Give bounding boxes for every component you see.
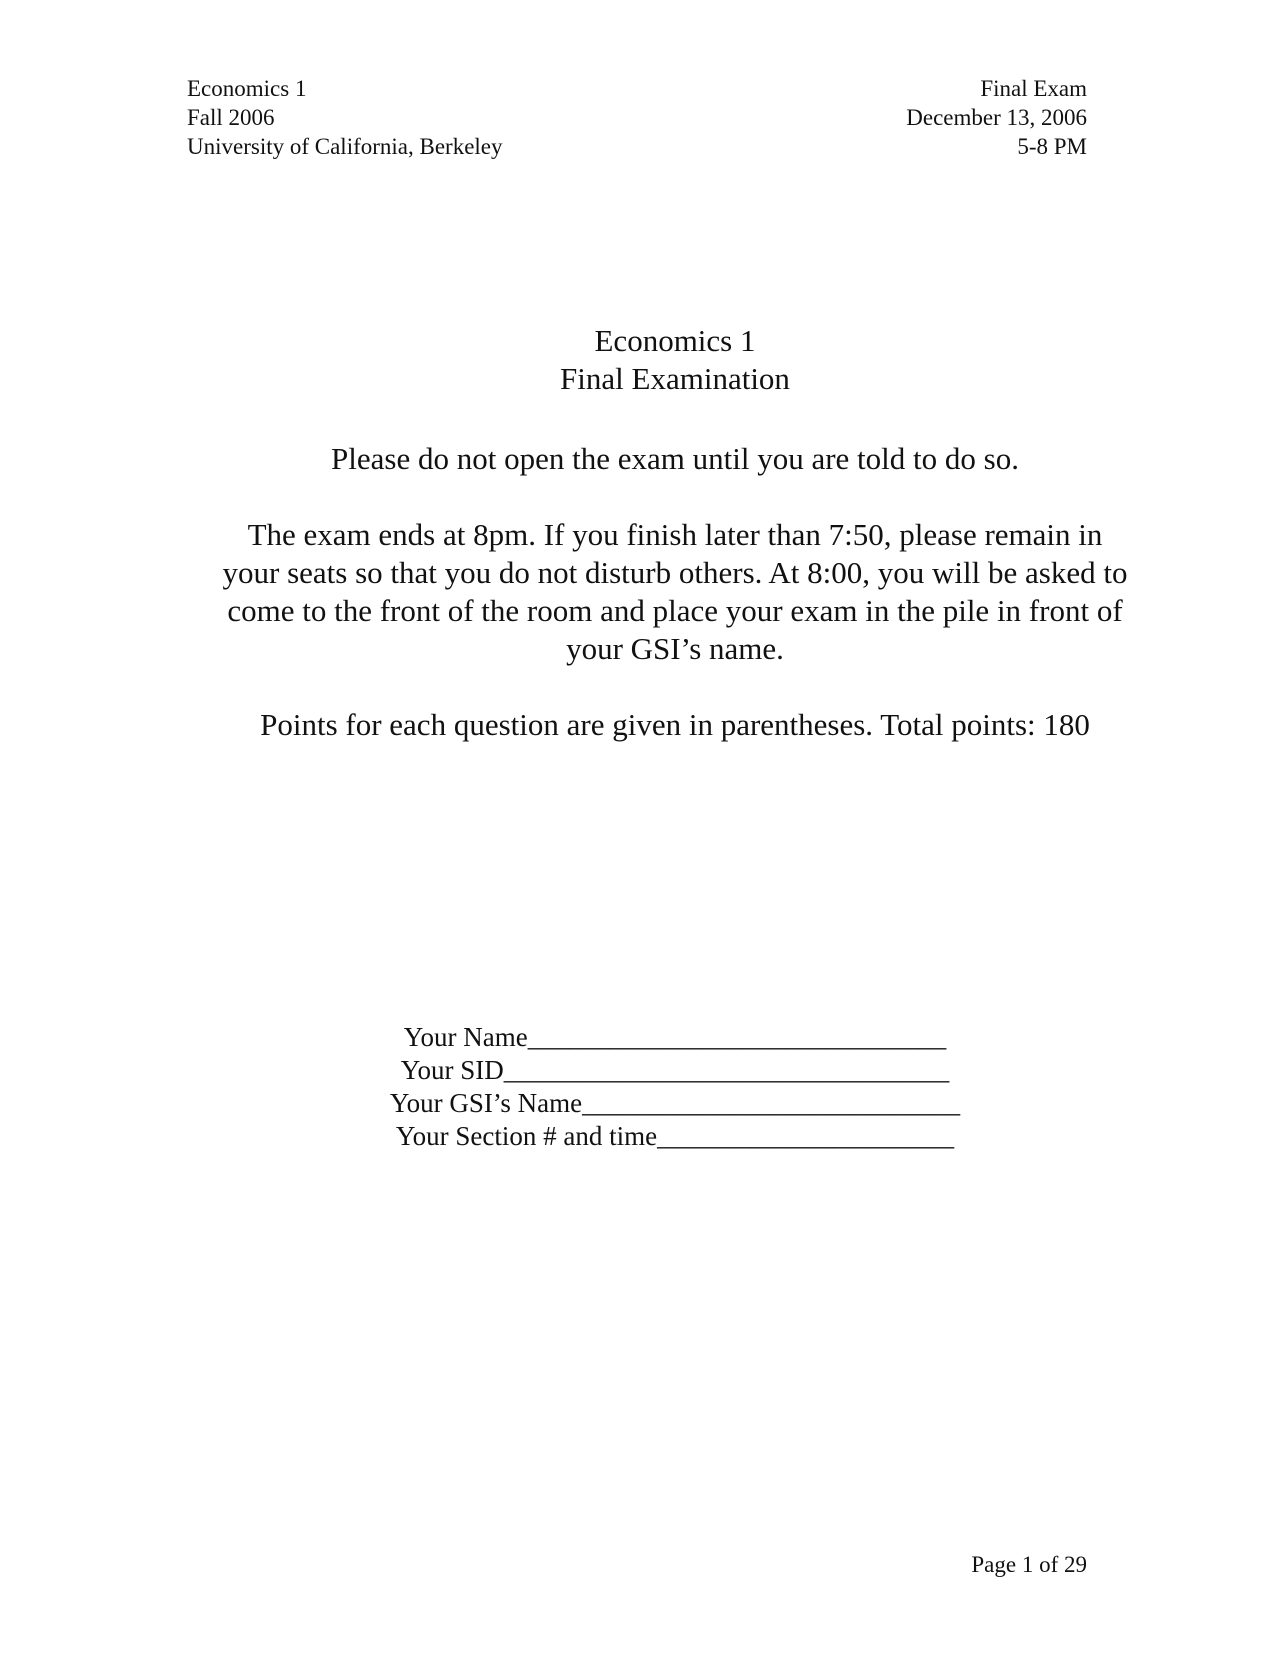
exam-header xyxy=(906,74,1087,161)
gsi-name-field: Your GSI’s Name____________________________ xyxy=(389,1088,961,1118)
instruction-line: your GSI’s name. xyxy=(566,631,784,666)
exam-end-instructions xyxy=(187,516,1163,668)
instruction-line: your seats so that you do not disturb others. At 8:00, you will be asked to xyxy=(222,555,1128,590)
exam-date: December 13, 2006 xyxy=(906,105,1087,130)
course-name: Economics 1 xyxy=(187,76,307,101)
instruction-line: The exam ends at 8pm. If you finish later than 7:50, please remain in xyxy=(247,517,1103,552)
title-course: Economics 1 xyxy=(594,323,756,358)
course-term: Fall 2006 xyxy=(187,105,275,130)
do-not-open-instruction: Please do not open the exam until you are told to do so. xyxy=(331,441,1019,476)
sid-field: Your SID_________________________________ xyxy=(400,1055,950,1085)
document-title xyxy=(0,322,1280,398)
course-university: University of California, Berkeley xyxy=(187,134,503,159)
section-time-field: Your Section # and time______________________ xyxy=(395,1121,955,1151)
course-header xyxy=(187,74,503,161)
student-info-fields xyxy=(0,1021,1280,1153)
name-field: Your Name_______________________________ xyxy=(403,1022,947,1052)
points-note: Points for each question are given in parentheses. Total points: 180 xyxy=(260,707,1090,742)
instruction-line: come to the front of the room and place your exam in the pile in front of xyxy=(227,593,1123,628)
exam-time: 5-8 PM xyxy=(1017,134,1087,159)
exam-type: Final Exam xyxy=(980,76,1087,101)
page-number: Page 1 of 29 xyxy=(971,1552,1087,1577)
title-exam: Final Examination xyxy=(560,361,790,396)
